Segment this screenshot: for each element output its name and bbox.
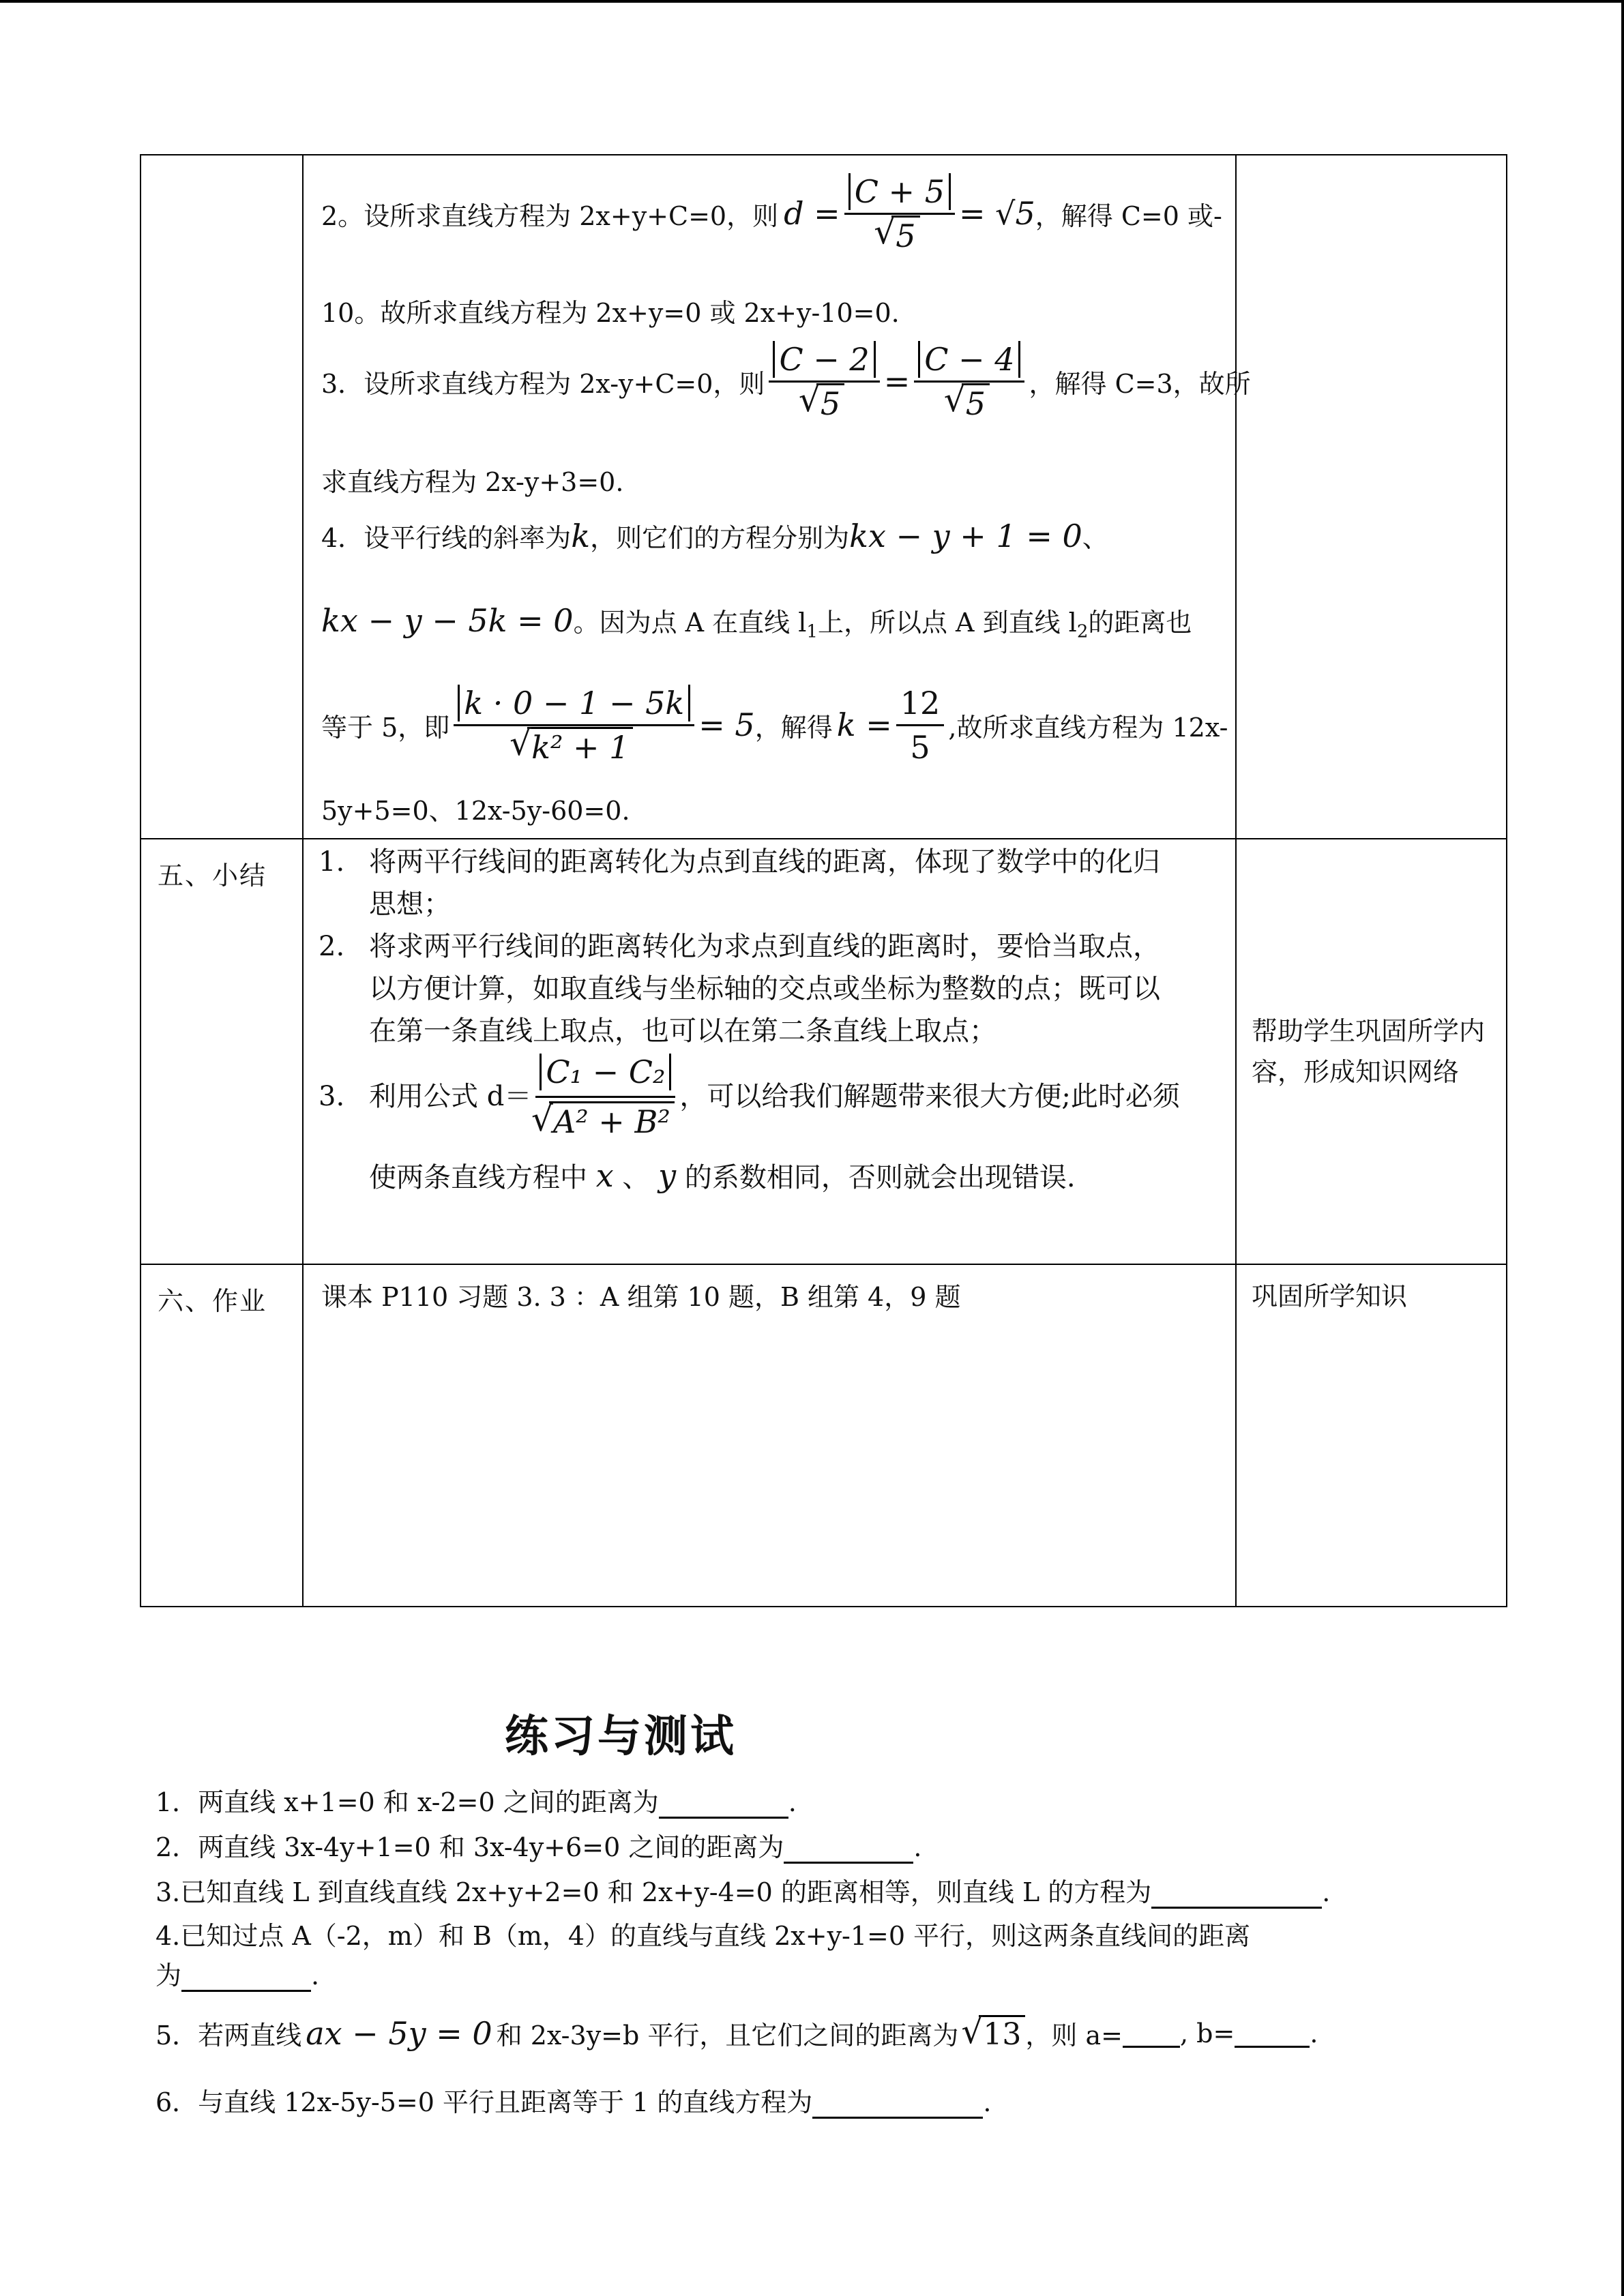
question-3: 3.已知直线 L 到直线直线 2x+y+2=0 和 2x+y-4=0 的距离相等，则直线 L 的方程为 .	[156, 1877, 1331, 1907]
homework-label: 六、作业	[158, 1286, 267, 1316]
question-6: 6．与直线 12x-5y-5=0 平行且距离等于 1 的直线方程为 .	[156, 2087, 992, 2117]
solution-4-line-3: 等于 5，即 k · 0 − 1 − 5k √ k² + 1 = 5 ，解得 k = $\frac{12}{5}$ ,故所求直线方程为 12x-	[321, 681, 1219, 769]
question-4: 4.已知过点 A（-2，m）和 B（m，4）的直线与直线 2x+y-1=0 平行，则这两条直线间的距离	[156, 1921, 1251, 1951]
table-row-summary	[141, 839, 1507, 1264]
summary-item-1: 1. 将两平行线间的距离转化为点到直线的距离，体现了数学中的化归 思想；	[319, 846, 1160, 920]
solution-4-line-2: kx − y − 5k = 0。因为点 A 在直线 $l_1$上，所以点 A 到直线 $l_2$的距离也	[321, 602, 1192, 642]
answer-blank-4[interactable]	[181, 1963, 311, 1992]
page-border-top	[0, 0, 1624, 3]
label-cell-empty	[141, 155, 303, 839]
solution-4-line-1: 4．设平行线的斜率为k，则它们的方程分别为kx − y + 1 = 0、	[321, 518, 1108, 554]
homework-note: 巩固所学知识	[1252, 1281, 1408, 1311]
answer-blank-5b[interactable]	[1235, 2018, 1310, 2048]
fraction-c-minus-2: C − 2 √ 5	[769, 341, 879, 422]
summary-label: 五、小结	[158, 861, 267, 891]
table-row-solutions	[141, 155, 1507, 839]
summary-note: 帮助学生巩固所学内容，形成知识网络	[1252, 1016, 1486, 1087]
answer-blank-2[interactable]	[784, 1834, 913, 1864]
fraction-c-plus-5: C + 5 √ 5	[844, 173, 955, 254]
question-1: 1．两直线 x+1=0 和 x-2=0 之间的距离为 .	[156, 1787, 797, 1817]
summary-item-3: 3. 利用公式 d＝ C₁ − C₂ √ A² + B² ，可以给我们解题带来很大方便;此时必须	[319, 1052, 1219, 1141]
answer-blank-1[interactable]	[659, 1789, 788, 1819]
question-5: 5．若两直线 ax − 5y = 0 和 2x-3y=b 平行，且它们之间的距离为 √ 13 ，则 a= , b= .	[156, 2014, 1318, 2052]
answer-blank-6[interactable]	[812, 2089, 983, 2119]
homework-content: 课本 P110 习题 3. 3 ：A 组第 10 题，B 组第 4，9 题	[321, 1282, 961, 1312]
solution-2-line-2: 10。故所求直线方程为 2x+y=0 或 2x+y-10=0.	[321, 298, 900, 328]
lesson-table	[140, 154, 1507, 1607]
solutions-cell	[303, 155, 1251, 839]
question-2: 2．两直线 3x-4y+1=0 和 3x-4y+6=0 之间的距离为 .	[156, 1832, 922, 1862]
summary-cell	[303, 839, 1236, 1264]
note-cell-empty	[1236, 155, 1507, 839]
fraction-distance-k: k · 0 − 1 − 5k √ k² + 1	[454, 685, 694, 766]
solution-3-line-1: 3．设所求直线方程为 2x-y+C=0，则 C − 2 √ 5 = C − 4 √ 5 ，解得 C=3，故所	[321, 341, 1219, 421]
answer-blank-3[interactable]	[1151, 1879, 1322, 1909]
practice-title: 练习与测试	[505, 1712, 737, 1762]
fraction-c-minus-4: C − 4 √ 5	[914, 341, 1024, 422]
distance-formula: C₁ − C₂ √ A² + B²	[535, 1051, 675, 1143]
page-border-right	[1621, 0, 1624, 2296]
solution-3-line-2: 求直线方程为 2x-y+3=0.	[321, 467, 624, 497]
table-row-homework	[141, 1264, 1507, 1607]
solution-2-line-1: 2。设所求直线方程为 2x+y+C=0，则 d = C + 5 √ 5 = √5 ，解得 C=0 或-	[321, 176, 1219, 251]
fraction-12-5: $\frac{12}{5}$	[896, 685, 945, 766]
solution-4-line-4: 5y+5=0、12x-5y-60=0.	[321, 796, 630, 826]
answer-blank-5a[interactable]	[1123, 2018, 1180, 2048]
summary-item-2: 2. 将求两平行线间的距离转化为求点到直线的距离时，要恰当取点， 以方便计算，如取直线与坐标轴的交点或坐标为整数的点；既可以 在第一条直线上取点，也可以在第二条直线上取点；	[319, 931, 1160, 1047]
question-4-cont: 为 .	[156, 1960, 320, 1991]
summary-item-3-cont: 使两条直线方程中 x 、 y 的系数相同，否则就会出现错误.	[369, 1157, 1076, 1194]
